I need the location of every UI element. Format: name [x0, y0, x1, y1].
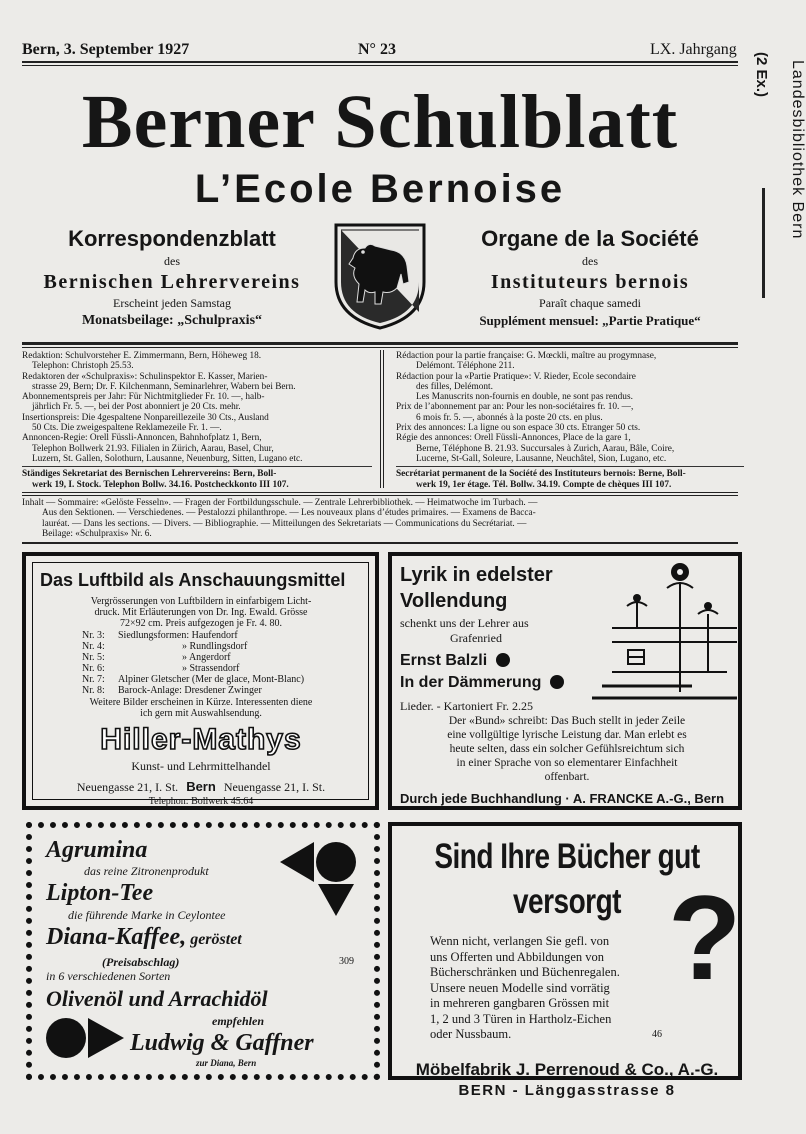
- info-left-line: Luzern, St. Gallen, Solothurn, Lausanne, Neuenburg, Sitten, Lugano etc.: [32, 453, 303, 464]
- info-divider: [380, 350, 381, 488]
- header-left-line2: des: [164, 254, 180, 268]
- lyrik-ornament-icon: [592, 562, 737, 712]
- preisabschlag: (Preisabschlag): [102, 955, 180, 969]
- geroestet: geröstet: [190, 931, 242, 948]
- list-item: [82, 685, 362, 696]
- contents-rule-top: [22, 492, 738, 493]
- info-right-line: Prix de l’abonnement par an: Pour les non-sociétaires fr. 10. —,: [396, 402, 634, 413]
- list-item: [82, 652, 362, 663]
- contents-line: Inhalt — Sommaire: «Gelöste Fesseln». — Fragen der Fortbildungsschule. — Zentrale Lehrerbibliothek. — Heimatwoche im Turbach. —: [22, 498, 538, 508]
- ad-agrumina-l8: Olivenöl und Arrachidöl: [46, 986, 268, 1011]
- arrow-logo-small-icon: [46, 1016, 126, 1060]
- info-left-line: Insertionspreis: Die 4gespaltene Nonpareillezeile 30 Cts., Ausland: [22, 412, 269, 423]
- info-right-line: Secrétariat permanent de la Société des Instituteurs bernois: Berne, Boll-: [396, 469, 686, 480]
- ad-lyrik-quote: in einer Sprache von so elementarer Einfachheit: [456, 757, 678, 769]
- item-num: Nr. 4:: [82, 641, 105, 652]
- ad-agrumina-l9: empfehlen: [212, 1014, 264, 1028]
- ad-lyrik-title1: Lyrik in edelster: [400, 564, 553, 586]
- ad-moebel-body: in mehreren gangbaren Grössen mit: [430, 996, 610, 1010]
- ad-luftbild-outro: Weitere Bilder erscheinen in Kürze. Interessenten diene: [89, 697, 313, 708]
- info-right-line: Rédaction pour la «Partie Pratique»: V. Rieder, Ecole secondaire: [396, 371, 636, 382]
- header-right: [440, 225, 740, 330]
- ad-luftbild-content: [40, 568, 362, 807]
- contents-line: lauréat. — Dans les sections. — Divers. — Bibliographie. — Mitteilungen des Sekretariats — Communications du Secrétariat. —: [42, 518, 527, 529]
- address-city: Bern: [186, 779, 216, 794]
- stamp-copies-text: (2 Ex.): [753, 52, 770, 98]
- question-mark-icon: ?: [668, 871, 742, 1005]
- table-of-contents: [22, 498, 738, 539]
- ad-moebel-title: Sind Ihre Bücher gut versorgt: [434, 836, 700, 921]
- ad-lyrik-quote: offenbart.: [544, 771, 590, 783]
- journal-subtitle: L’Ecole Bernoise: [194, 167, 566, 211]
- header-left: [22, 225, 322, 330]
- dot-icon: [550, 675, 564, 689]
- ad-agrumina-l7: in 6 verschiedenen Sorten: [46, 969, 171, 983]
- item-num: Nr. 5:: [82, 652, 105, 663]
- ad-luftbild-intro: druck. Mit Erläuterungen von Dr. Ing. Ewald. Grösse: [94, 607, 308, 618]
- ad-lyrik-title2: Vollendung: [400, 590, 508, 612]
- arrow-logo-icon: [280, 836, 360, 916]
- ad-agrumina-l5: [46, 922, 364, 955]
- contents-rule-top-2: [22, 495, 738, 496]
- info-right-line: 6 mois fr. 5. —, abonnés à la poste 20 cts. en plus.: [416, 412, 603, 423]
- info-left-line: Annoncen-Regie: Orell Füssli-Annoncen, Bahnhofplatz 1, Bern,: [22, 433, 262, 444]
- ad-lyrik-price: Lieder. - Kartoniert Fr. 2.25: [400, 699, 533, 713]
- ad-luftbild-title: Das Luftbild als Anschauungsmittel: [40, 570, 346, 590]
- list-item: [82, 630, 362, 641]
- info-left-line: Telephon: Christoph 25.53.: [32, 361, 134, 372]
- header-left-line1: Korrespondenzblatt: [68, 226, 276, 251]
- info-right-line: Les Manuscrits non-fournis en double, ne sont pas rendus.: [416, 392, 633, 403]
- ad-moebel-body: Unsere neuen Modelle sind vorrätig: [430, 980, 610, 995]
- ad-luftbild-address: [40, 778, 362, 796]
- info-right-line: Prix des annonces: La ligne ou son espace 30 cts. Etranger 50 cts.: [396, 423, 641, 434]
- header-right-line3: Instituteurs bernois: [490, 271, 690, 293]
- item-text: Barock-Anlage: Dresdener Zwinger: [118, 685, 262, 696]
- item-text: Siedlungsformen: Haufendorf: [118, 630, 238, 641]
- header-left-line5: Monatsbeilage: „Schulpraxis“: [81, 313, 263, 328]
- ad-agrumina-l11: zur Diana, Bern: [196, 1058, 257, 1068]
- ad-agrumina-l3: Lipton-Tee: [46, 880, 154, 906]
- address-right: Neuengasse 21, I. St.: [223, 780, 326, 794]
- diana-kaffee: Diana-Kaffee,: [46, 924, 187, 950]
- ad-moebel-body: 1, 2 und 3 Türen in Hartholz-Eichen: [430, 1011, 612, 1026]
- header-right-line1: Organe de la Société: [481, 226, 699, 251]
- info-left: [22, 351, 372, 490]
- ad-lyrik-footer: Durch jede Buchhandlung · A. FRANCKE A.-G., Bern: [400, 791, 725, 806]
- header-right-line5: Supplément mensuel: „Partie Pratique“: [479, 313, 701, 328]
- header-left-line3: Bernischen Lehrervereins: [43, 271, 301, 293]
- ad-lyrik-quote: heute selten, dass ein solcher Gefühlsreichtum sich: [449, 743, 685, 755]
- ad-moebel-company: Möbelfabrik J. Perrenoud & Co., A.-G.: [415, 1059, 719, 1079]
- item-num: Nr. 3:: [82, 630, 105, 641]
- issue-number: N° 23: [358, 41, 396, 58]
- info-divider-2: [383, 350, 384, 488]
- ad-agrumina-l4: die führende Marke in Ceylontee: [68, 908, 226, 922]
- header-rule-2: [22, 347, 738, 348]
- info-left-line: Ständiges Sekretariat des Bernischen Lehrervereins: Bern, Boll-: [22, 469, 277, 480]
- dot-icon: [496, 653, 510, 667]
- list-item: [82, 663, 362, 674]
- ad-code: 309: [339, 956, 354, 967]
- contents-line: Beilage: «Schulpraxis» Nr. 6.: [42, 528, 152, 539]
- ad-luftbild-intro: Vergrösserungen von Luftbildern in einfarbigem Licht-: [90, 596, 312, 607]
- ad-luftbild-phone: Telephon: Bollwerk 45.64: [148, 796, 254, 807]
- bear-icon: [333, 222, 427, 330]
- contents-rule-bottom: [22, 542, 738, 544]
- ad-luftbild-company: Hiller-Mathys: [100, 723, 302, 756]
- ad-luftbild-company-sub: Kunst- und Lehrmittelhandel: [131, 759, 271, 773]
- ad-moebel-body: Wenn nicht, verlangen Sie gefl. von: [430, 934, 610, 948]
- info-right-line: Lucerne, St-Gall, Soleure, Lausanne, Neuchâtel, Sion, Lugano, etc.: [416, 453, 667, 464]
- info-left-line: Redaktion: Schulvorsteher E. Zimmermann, Bern, Höheweg 18.: [22, 351, 262, 361]
- info-right-line: Rédaction pour la partie française: G. Mœckli, maître au progymnase,: [396, 351, 657, 361]
- ad-luftbild-outro: ich gern mit Auswahlsendung.: [140, 708, 262, 719]
- volume-year: LX. Jahrgang: [650, 41, 737, 58]
- list-item: [82, 641, 362, 652]
- ad-agrumina-l6: [46, 955, 364, 969]
- info-left-line: jährlich Fr. 5. —, bei der Post abonniert je 20 Cts. mehr.: [32, 402, 241, 413]
- library-stamp: [788, 60, 806, 239]
- info-left-line: Abonnementspreis per Jahr: Für Nichtmitglieder Fr. 10. —, halb-: [22, 392, 265, 403]
- top-rule-2: [22, 65, 738, 66]
- ad-lyrik-line2: Grafenried: [450, 631, 502, 645]
- ad-lyrik-line1: schenkt uns der Lehrer aus: [400, 616, 529, 630]
- info-left-line: strasse 29, Bern; Dr. F. Kilchenmann, Seminarlehrer, Wabern bei Bern.: [32, 381, 296, 392]
- ad-code: 46: [652, 1029, 662, 1040]
- item-num: Nr. 8:: [82, 685, 105, 696]
- header-right-line2: des: [582, 254, 598, 268]
- contents-line: Aus den Sektionen. — Verschiedenes. — Pestalozzi philanthrope. — Les nouveaux plans d’études primaires. — Examens de Bacca-: [42, 508, 536, 519]
- item-text: » Strassendorf: [182, 663, 240, 674]
- info-left-line: Redaktoren der «Schulpraxis»: Schulinspektor E. Kasser, Marien-: [22, 371, 268, 382]
- info-left-line: Telephon Bollwerk 21.93. Filialen in Zürich, Aarau, Basel, Chur,: [32, 443, 274, 454]
- ad-luftbild-intro: 72×92 cm. Preis aufgezogen je Fr. 4. 80.: [120, 618, 282, 629]
- ad-moebel-address: BERN - Länggasstrasse 8: [458, 1081, 676, 1099]
- ad-agrumina-l1: Agrumina: [46, 837, 148, 863]
- item-num: Nr. 6:: [82, 663, 105, 674]
- ad-moebel-body: Bücherschränken und Büchenregalen.: [430, 965, 620, 979]
- ad-moebel-body: [430, 1027, 662, 1043]
- body-last: oder Nussbaum.: [430, 1027, 512, 1041]
- ad-lyrik-quote: Der «Bund» schreibt: Das Buch stellt in jeder Zeile: [448, 715, 686, 727]
- list-item: [82, 674, 362, 685]
- stamp-underline: [762, 188, 765, 298]
- info-right-line: des filles, Delémont.: [416, 381, 493, 392]
- header-left-line4: Erscheint jeden Samstag: [113, 296, 231, 310]
- top-rule: [22, 61, 738, 63]
- item-num: Nr. 7:: [82, 674, 105, 685]
- bern-crest: [333, 222, 427, 330]
- header-rule: [22, 342, 738, 345]
- header-right-line4: Paraît chaque samedi: [539, 296, 641, 310]
- book-author: Ernst Balzli: [400, 652, 488, 669]
- info-left-line: werk 19, I. Stock. Telephon Bollw. 34.16. Postcheckkonto III 107.: [32, 479, 289, 490]
- info-right-line: Berne, Téléphone B. 21.93. Succursales à Zurich, Aarau, Bâle, Coire,: [416, 443, 675, 454]
- info-right-line: Régie des annonces: Orell Füssli-Annonces, Place de la gare 1,: [396, 433, 631, 444]
- info-left-line: 50 Cts. Die zweigespaltene Reklamezeile Fr. 1. —.: [32, 423, 222, 434]
- ad-moebel-body: uns Offerten und Abbildungen von: [430, 949, 605, 964]
- issue-date: Bern, 3. September 1927: [22, 41, 190, 58]
- journal-title: Berner Schulblatt: [81, 80, 679, 164]
- stamp-copies: [753, 52, 770, 97]
- book-title: In der Dämmerung: [400, 674, 542, 691]
- info-right-line: Delémont. Téléphone 211.: [416, 361, 515, 372]
- item-text: » Rundlingsdorf: [182, 641, 248, 652]
- info-right-line: werk 19, 1er étage. Tél. Bollw. 34.19. Compte de chèques III 107.: [416, 479, 672, 490]
- info-right: [396, 351, 744, 490]
- address-left: Neuengasse 21, I. St.: [76, 780, 179, 794]
- ad-agrumina-l10: Ludwig & Gaffner: [130, 1030, 314, 1056]
- ad-lyrik-quote: eine vollgültige lyrische Leistung dar. Man erlebt es: [447, 729, 687, 741]
- item-text: Alpiner Gletscher (Mer de glace, Mont-Blanc): [118, 674, 305, 685]
- item-text: » Angerdorf: [182, 652, 231, 663]
- ad-agrumina-l2: das reine Zitronenprodukt: [84, 864, 209, 878]
- stamp-text: Landesbibliothek Bern: [789, 60, 806, 240]
